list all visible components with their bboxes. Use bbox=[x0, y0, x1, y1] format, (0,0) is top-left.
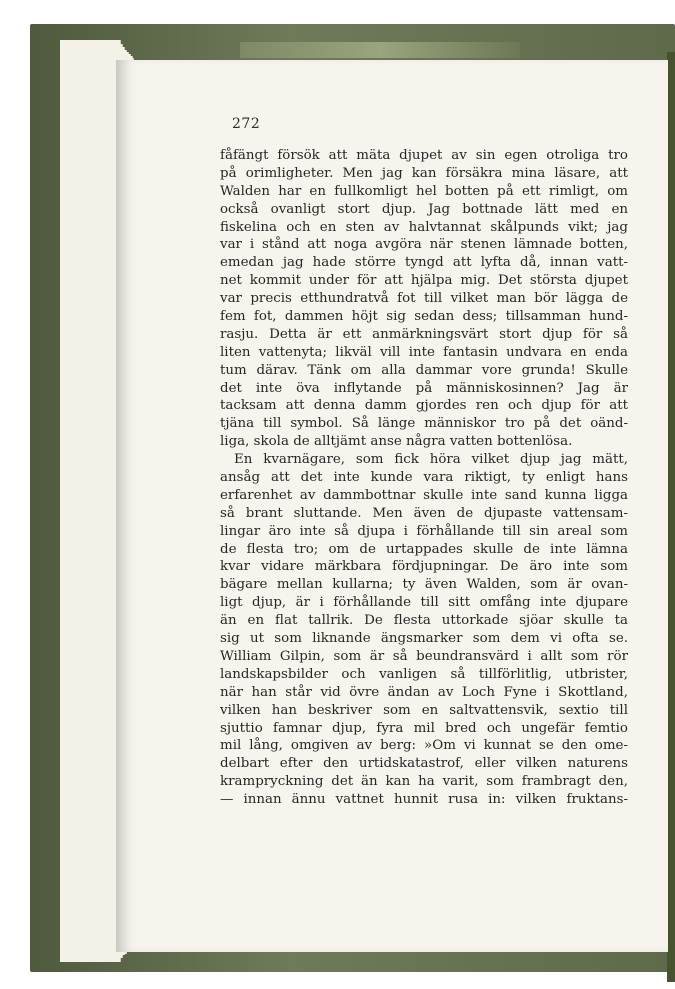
text-line: ansåg att det inte kunde vara riktigt, ty enligt hans bbox=[220, 470, 628, 486]
text-line: tjäna till symbol. Så länge människor tro på det oänd- bbox=[220, 416, 628, 432]
text-line: rasju. Detta är ett anmärkningsvärt stort djup för så bbox=[220, 326, 628, 342]
text-line: sig ut som liknande ängsmarker som dem vi ofta se. bbox=[220, 631, 628, 647]
text-line: tacksam att denna damm gjordes ren och djup för att bbox=[220, 398, 628, 414]
text-line: de flesta tro; om de urtappades skulle de inte lämna bbox=[220, 541, 628, 557]
text-line: på orimligheter. Men jag kan försäkra mina läsare, att bbox=[220, 165, 628, 181]
text-line: vilken han beskriver som en saltvattensvik, sextio till bbox=[220, 702, 628, 718]
text-line: — innan ännu vattnet hunnit rusa in: vilken fruktans- bbox=[220, 792, 628, 808]
text-line: var i stånd att noga avgöra när stenen lämnade botten, bbox=[220, 237, 628, 253]
text-line: landskapsbilder och vanligen så tillförlitlig, utbrister, bbox=[220, 666, 628, 682]
text-line: liga, skola de alltjämt anse några vatten bottenlösa. bbox=[220, 434, 573, 450]
text-line: fåfängt försök att mäta djupet av sin egen otroliga tro bbox=[220, 148, 628, 163]
text-line: net kommit under för att hjälpa mig. Det största djupet bbox=[220, 273, 628, 289]
cover-top-edge bbox=[240, 42, 520, 58]
text-line: också ovanligt stort djup. Jag bottnade lätt med en bbox=[220, 201, 628, 217]
body-text bbox=[220, 147, 628, 809]
text-line: tum därav. Tänk om alla dammar vore grunda! Skulle bbox=[220, 362, 628, 378]
text-line: lingar äro inte så djupa i förhållande till sin areal som bbox=[220, 523, 628, 539]
text-line: mil lång, omgiven av berg: »Om vi kunnat se den ome- bbox=[220, 738, 628, 754]
text-line: sjuttio famnar djup, fyra mil bred och ungefär femtio bbox=[220, 720, 628, 736]
text-line: krampryckning det än kan ha varit, som frambragt den, bbox=[220, 774, 628, 790]
page-number: 272 bbox=[232, 116, 261, 132]
text-line: emedan jag hade större tyngd att lyfta då, innan vatt- bbox=[220, 255, 628, 271]
text-line: än en flat tallrik. De flesta uttorkade sjöar skulle ta bbox=[220, 613, 628, 629]
text-line: när han står vid övre ändan av Loch Fyne i Skottland, bbox=[220, 684, 628, 700]
text-line: fem fot, dammen höjt sig sedan dess; tillsamman hund- bbox=[220, 309, 628, 325]
text-line: bägare mellan kullarna; ty även Walden, som är ovan- bbox=[220, 577, 628, 593]
text-line: det inte öva inflytande på människosinnen? Jag är bbox=[220, 380, 628, 396]
text-line: ligt djup, är i förhållande till sitt omfång inte djupare bbox=[220, 595, 628, 611]
text-line: fiskelina och en sten av halvtannat skålpunds vikt; jag bbox=[220, 219, 628, 235]
text-line: Walden har en fullkomligt hel botten på ett rimligt, om bbox=[220, 183, 628, 199]
text-line: så brant sluttande. Men även de djupaste vattensam- bbox=[220, 505, 628, 521]
text-line: En kvarnägare, som fick höra vilket djup jag mätt, bbox=[234, 452, 628, 468]
text-line: var precis etthundratvå fot till vilket man bör lägga de bbox=[220, 291, 628, 307]
text-line: liten vattenyta; likväl vill inte fantasin undvara en enda bbox=[220, 344, 628, 360]
cover-right-edge bbox=[667, 52, 675, 982]
text-line: erfarenhet av dammbottnar skulle inte sand kunna ligga bbox=[220, 487, 628, 503]
text-line: William Gilpin, som är så beundransvärd i allt som rör bbox=[220, 648, 628, 664]
text-line: kvar vidare märkbara fördjupningar. De äro inte som bbox=[220, 559, 628, 575]
text-line: delbart efter den urtidskatastrof, eller vilken naturens bbox=[220, 756, 628, 772]
